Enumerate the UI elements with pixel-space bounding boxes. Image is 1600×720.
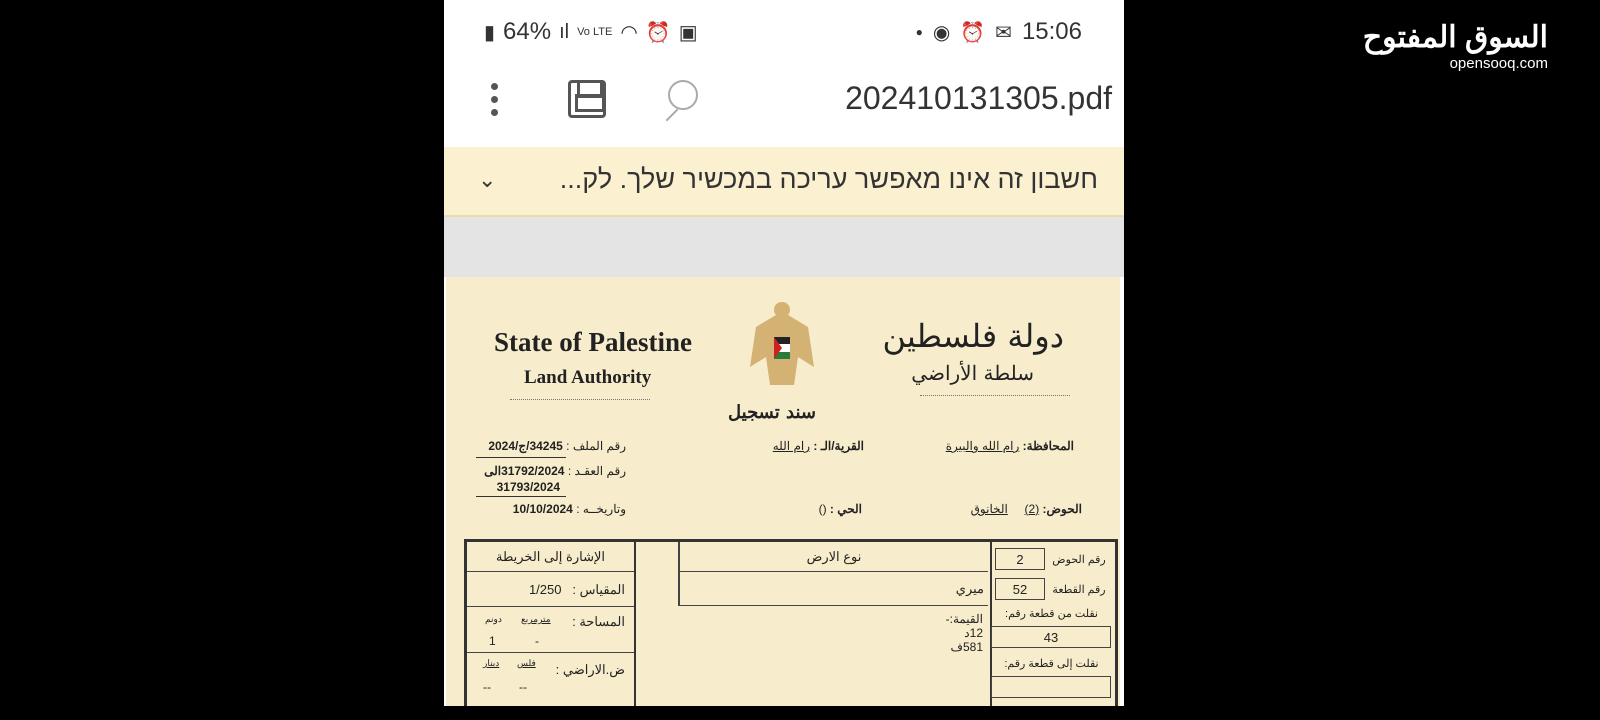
viber-icon: ◉ [932,21,951,44]
contract-number-2: 31793/2024 [496,480,560,494]
governorate-value: رام الله والبيرة [945,439,1020,453]
area-unit-dunum: دونم [485,614,502,624]
basin-no-value: 2 [995,548,1045,570]
pdf-page [446,277,1120,706]
parcel-no-value: 52 [995,578,1045,600]
file-label: رقم الملف : [566,439,626,453]
value-fils: 581ف [950,640,983,654]
from-parcel-label: نقلت من قطعة رقم: [1005,607,1098,620]
area-sqm-value: - [535,634,539,648]
wifi-icon: ◠ [620,21,638,44]
area-unit-sqm: مترمربع [521,614,551,624]
read-only-banner[interactable] [444,147,1124,217]
alarm-icon: ⏰ [960,21,986,44]
land-type-value: ميري [678,572,988,606]
map-header: الإشارة إلى الخريطة [467,542,634,572]
value-block [946,612,983,654]
signal-icon: ıl [559,20,570,43]
village-value: رام الله [772,439,811,453]
battery-level: 64% [503,18,552,45]
alarm-icon: ⏰ [645,21,671,44]
value-dinar: 12د [964,626,983,640]
area-dunum-value: 1 [489,634,496,648]
logo-english: opensooq.com [1449,55,1548,72]
basin-number: (2) [1024,502,1040,516]
contract-label: رقم العقـد : [567,464,626,478]
land-type-header: نوع الارض [678,542,988,572]
header-ar-subtitle: سلطة الأراضي [911,361,1034,385]
quarter-label: الحي : [829,502,862,516]
logo-arabic: السوق المفتوح [1362,21,1548,54]
to-parcel-value [991,676,1111,698]
tax-unit-dinar: دينار [483,658,500,668]
to-parcel-label: نقلت إلى قطعة رقم: [1004,657,1099,670]
area-label: المساحة : [572,614,625,629]
date-label: وتاريخــه : [576,502,626,516]
header-en-title: State of Palestine [494,327,692,357]
quarter-value: () [818,502,827,516]
tax-dinar-value: -- [483,680,491,694]
eagle-emblem-icon [746,297,818,397]
basin-no-label: رقم الحوض [1052,553,1106,566]
governorate-label: المحافظة: [1022,439,1074,453]
banner-text: חשבון זה אינו מאפשר עריכה במכשיר שלך. לק... [559,164,1098,194]
file-name: 202410131305.pdf [845,80,1112,116]
clock: 15:06 [1021,18,1082,45]
from-parcel-value: 43 [991,626,1111,648]
tax-unit-fils: فلس [517,658,536,668]
status-bar [444,18,1124,54]
search-icon[interactable] [660,80,700,120]
phone-screen [444,0,1124,706]
tax-label: ض.الاراضي : [555,662,625,677]
parcel-no-label: رقم القطعة [1052,583,1106,596]
opensooq-watermark-logo [1363,20,1548,72]
save-icon[interactable] [568,80,606,118]
document-title: سند تسجيل [728,402,816,423]
dot-icon: ● [915,25,923,39]
scale-value: 1/250 [528,582,562,597]
village-label: القرية/الـ : [813,439,864,453]
contract-number-1: 31792/2024الى [484,464,565,478]
notification-icon: ▣ [678,21,698,44]
parcel-table [464,539,1118,706]
header-en-subtitle: Land Authority [524,367,652,388]
more-options-icon[interactable] [484,80,504,120]
date-value: 10/10/2024 [512,502,573,516]
basin-label: الحوض: [1042,502,1082,516]
volte-icon: Vo LTE [577,26,613,38]
file-number: 34245/ج/2024 [488,439,563,453]
basin-name: الخانوق [970,502,1008,516]
battery-icon: ▮ [484,21,496,44]
value-label: القيمة:- [945,612,983,626]
chevron-down-icon[interactable]: ⌄ [478,167,497,192]
page-gap [444,217,1124,277]
header-ar-title: دولة فلسطين [882,317,1064,355]
tax-fils-value: -- [519,680,527,694]
message-icon: ✉ [995,21,1012,44]
scale-label: المقياس : [572,582,625,597]
toolbar [444,70,1124,130]
